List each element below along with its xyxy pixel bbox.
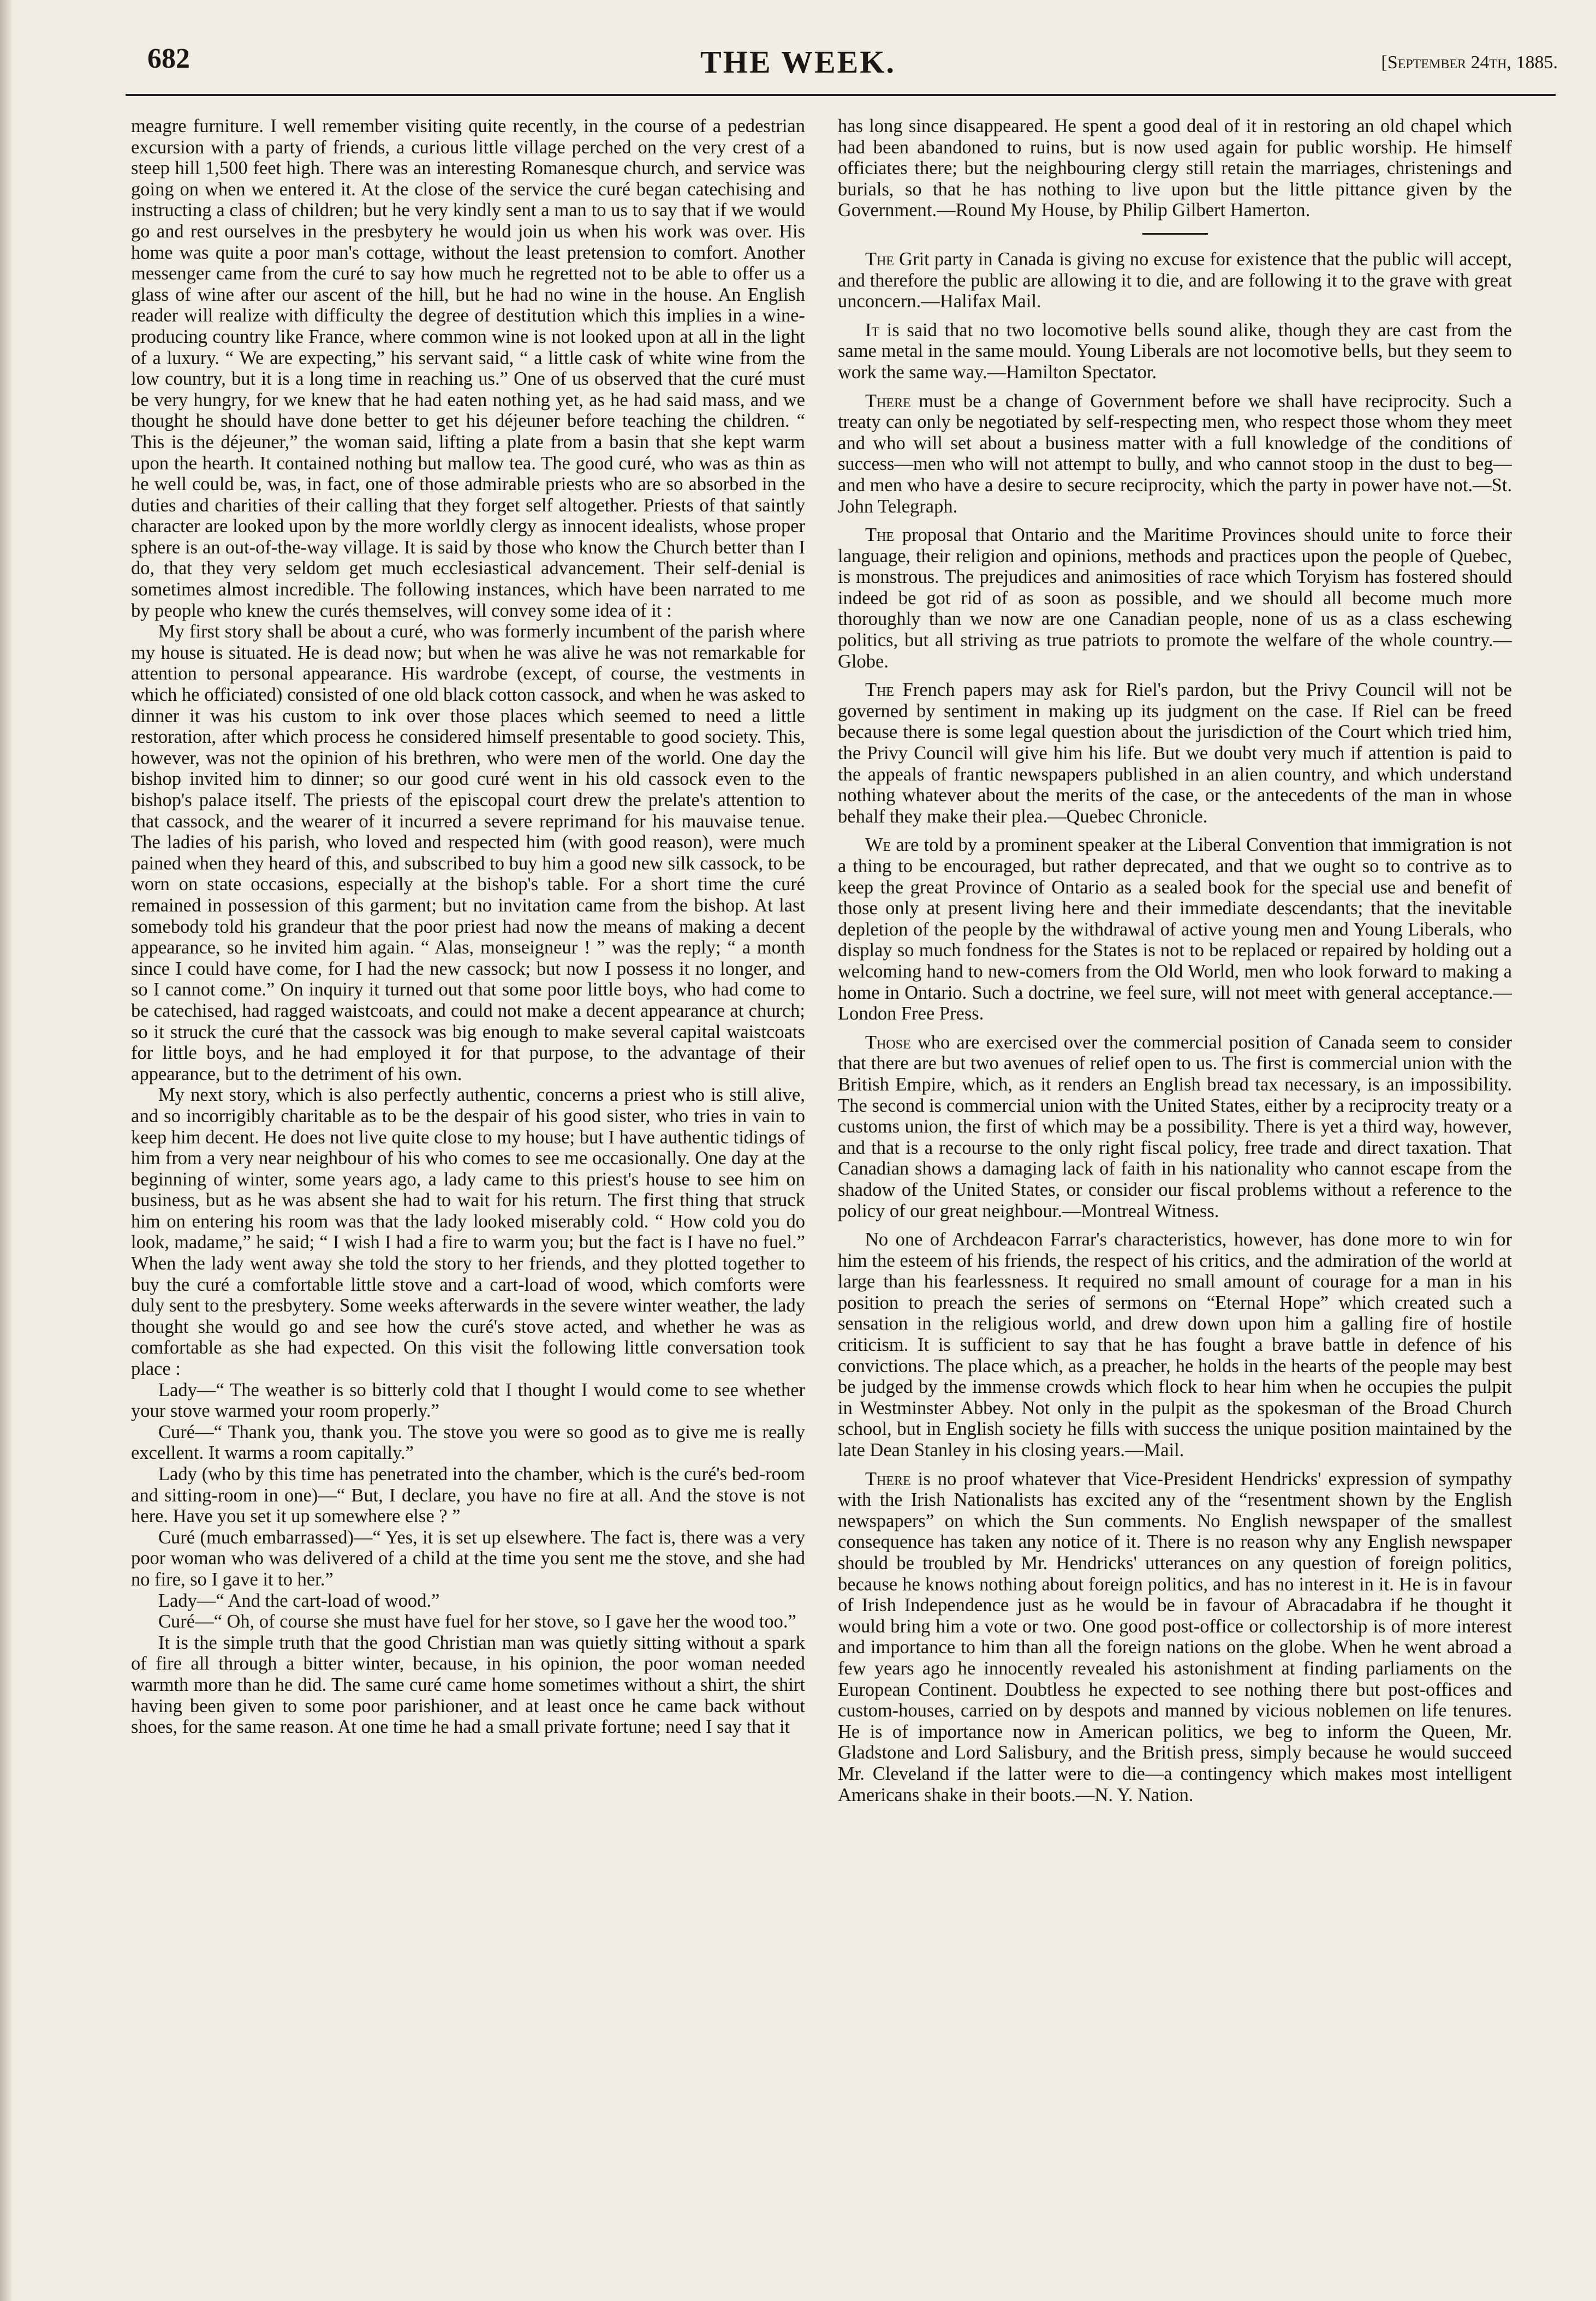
lead-word: There (865, 1468, 911, 1489)
paragraph: It is the simple truth that the good Christian man was quietly sitting without a spark of fire all through a bitter winter, because, in his opinion, the poor woman needed warmth more than he did. The same curé came home sometimes without a shirt, the shirt having been given to some poor parishioner, and at least once he came back without shoes, for the same reason. At one time he had a small private fortune; need I say that it (131, 1632, 805, 1738)
item-text: French papers may ask for Riel's pardon, but the Privy Council will not be governed by sentiment in making up its judgment on the case. If Riel can be freed because there is some legal question about the jurisdiction of the Court which tried him, the Privy Council will give him his life. But we doubt very much if attention is paid to the appeals of frantic newspapers published in an alien country, and which understand nothing whatever about the merits of the case, or the antecedents of the man in whose behalf they make their plea.—Quebec Chronicle. (838, 679, 1512, 827)
press-item (838, 249, 1512, 312)
lead-word: The (865, 679, 895, 701)
left-column (131, 116, 805, 2274)
scan-edge (0, 0, 12, 2301)
section-separator (1142, 233, 1208, 235)
press-item (838, 679, 1512, 827)
press-item (838, 320, 1512, 383)
dialogue-line: Curé—“ Oh, of course she must have fuel for her stove, so I gave her the wood too.” (158, 1611, 796, 1632)
lead-word: The (865, 248, 895, 270)
press-item (838, 1032, 1512, 1221)
lead-word: Those (865, 1032, 911, 1053)
item-text: proposal that Ontario and the Maritime Provinces should unite to force their language, their religion and opinions, methods and practices upon the people of Quebec, is monstrous. The prejudices and animosities of race which Toryism has fostered should indeed be got rid of as soon as possible, and we should all become much more thoroughly than we now are one Canadian people, none of us as a class eschewing politics, but all striving as true patriots to promote the welfare of the whole country.—Globe. (838, 524, 1512, 672)
issue-date: [September 24th, 1885. (1381, 52, 1558, 73)
press-item (838, 1469, 1512, 1806)
lead-word: We (865, 834, 891, 856)
dialogue-line: Lady—“ And the cart-load of wood.” (158, 1590, 440, 1611)
item-text: is no proof whatever that Vice-President Hendricks' expression of sympathy with the Irish Nationalists has excited any of the “resentment shown by the English newspapers” on which the Sun comments. No English newspaper of the smallest consequence has taken any notice of it. There is no reason why any English newspaper should be troubled by Mr. Hendricks' utterances on any question of foreign politics, because he knows nothing about foreign politics, and has no interest in it. He is in favour of Irish Independence just as he would be in favour of Abracadabra if he thought it would bring him a vote or two. One good post-office or collectorship is of more interest and importance to him than all the foreign nations on the globe. When he went abroad a few years ago he innocently revealed his astonishment at finding parliaments on the European Continent. Doubtless he expected to see nothing there but post-offices and custom-houses, carried on by despots and manned by vicious noblemen on life tenures. He is of importance now in American politics, we beg to inform the Queen, Mr. Gladstone and Lord Salisbury, and the British press, simply because he would succeed Mr. Cleveland if the latter were to die—a contingency which makes most intelligent Americans shake in their boots.—N. Y. Nation. (838, 1468, 1512, 1805)
continued-paragraph: has long since disappeared. He spent a good deal of it in restoring an old chapel which had been abandoned to ruins, but is now used again for public worship. He himself officiates there; but the neighbouring clergy still retain the marriages, christenings and burials, so that he has nothing to live upon but the little pittance given by the Government.—Round My House, by Philip Gilbert Hamerton. (838, 116, 1512, 221)
press-item (838, 834, 1512, 1024)
item-text: No one of Archdeacon Farrar's characteristics, however, has done more to win for him the esteem of his friends, the respect of his critics, and the admiration of the world at large than his fearlessness. It required no small amount of courage for a man in his position to preach the series of sermons on “Eternal Hope” which created such a sensation in the religious world, and drew down upon him a galling fire of hostile criticism. It is sufficient to say that he has fought a brave battle in defence of his convictions. The place which, as a preacher, he holds in the hearts of the people may best be judged by the immense crowds which flock to hear him when he occupies the pulpit in Westminster Abbey. Not only in the pulpit as the spokesman of the Broad Church school, but in English society he fills with success the unique position maintained by the late Dean Stanley in his closing years.—Mail. (838, 1229, 1512, 1461)
dialogue-line: Lady—“ The weather is so bitterly cold that I thought I would come to see whether your stove warmed your room properly.” (131, 1379, 805, 1422)
press-item (838, 524, 1512, 672)
dialogue-line: Curé—“ Thank you, thank you. The stove you were so good as to give me is really excellent. It warms a room capitally.” (131, 1421, 805, 1464)
masthead-title: THE WEEK. (700, 44, 896, 80)
item-text: is said that no two locomotive bells sound alike, though they are cast from the same metal in the same mould. Young Liberals are not locomotive bells, but they seem to work the same way.—Hamilton Spectator. (838, 319, 1512, 383)
item-text: are told by a prominent speaker at the Liberal Convention that immigration is not a thing to be encouraged, but rather deprecated, and that we ought so to contrive as to keep the great Province of Ontario as a sealed book for the special use and benefit of those only at present living here and their immediate descendants; that the inevitable depletion of the people by the withdrawal of active young men and Young Liberals, who display so much fondness for the States is not to be replaced or repaired by holding out a welcoming hand to new-comers from the Old World, men who look forward to making a home in Ontario. Such a doctrine, we feel sure, will not meet with general acceptance.—London Free Press. (838, 834, 1512, 1024)
right-column (838, 116, 1512, 2274)
page-header (0, 0, 1596, 120)
lead-word: There (865, 390, 911, 412)
press-item (838, 1229, 1512, 1461)
dialogue-line: Lady (who by this time has penetrated into the chamber, which is the curé's bed-room and sitting-room in one)—“ But, I declare, you have no fire at all. And the stove is not here. Have you set it up somewhere else ? ” (131, 1464, 805, 1527)
item-text: who are exercised over the commercial position of Canada seem to consider that there are but two avenues of relief open to us. The first is commercial union with the British Empire, which, as it renders an English bread tax necessary, is an impossibility. The second is commercial union with the United States, either by a reciprocity treaty or a customs union, the first of which may be a possibility. There is yet a third way, however, and that is a recourse to the only right fiscal policy, free trade and direct taxation. That Canadian shows a damaging lack of faith in his nationality who cannot escape from the shadow of the United States, or consider our fiscal problems without a reference to the policy of our great neighbour.—Montreal Witness. (838, 1032, 1512, 1221)
lead-word: The (865, 524, 895, 546)
page-number: 682 (147, 43, 190, 74)
header-rule (126, 94, 1556, 96)
item-text: must be a change of Government before we shall have reciprocity. Such a treaty can only be negotiated by self-respecting men, who respect those whom they meet and who will set about a business matter with a full knowledge of the conditions of success—men who will not attempt to bully, and who cannot stoop in the dust to beg—and men who have a desire to secure reciprocity, which the party in power have not.—St. John Telegraph. (838, 390, 1512, 517)
item-text: Grit party in Canada is giving no excuse for existence that the public will accept, and therefore the public are allowing it to die, and are following it to the grave with great unconcern.—Halifax Mail. (838, 248, 1512, 312)
paragraph: My next story, which is also perfectly authentic, concerns a priest who is still alive, and so incorrigibly charitable as to be the despair of his good sister, who tries in vain to keep him decent. He does not live quite close to my house; but I have authentic tidings of him from a very near neighbour of his who comes to see me occasionally. One day at the beginning of winter, some years ago, a lady came to this priest's house to see him on business, but as he was absent she had to wait for his return. The first thing that struck him on entering his room was that the lady looked miserably cold. “ How cold you do look, madame,” he said; “ I wish I had a fire to warm you; but the fact is I have no fuel.” When the lady went away she told the story to her friends, and they plotted together to buy the curé a comfortable little stove and a cart-load of wood, which comforts were duly sent to the presbytery. Some weeks afterwards in the severe winter weather, the lady thought she would go and see how the curé's stove acted, and whether he was as comfortable as she had expected. On this visit the following little conversation took place : (131, 1084, 805, 1380)
lead-word: It (865, 319, 880, 341)
dialogue-line: Curé (much embarrassed)—“ Yes, it is set up elsewhere. The fact is, there was a very poor woman who was delivered of a child at the time you sent me the stove, and she had no fire, so I gave it to her.” (131, 1527, 805, 1590)
paragraph: meagre furniture. I well remember visiting quite recently, in the course of a pedestrian excursion with a party of friends, a curious little village perched on the very crest of a steep hill 1,500 feet high. There was an interesting Romanesque church, and service was going on when we entered it. At the close of the service the curé began catechising and instructing a class of children; but he very kindly sent a man to us to say that if we would go and rest ourselves in the presbytery he would join us when his work was over. His home was quite a poor man's cottage, without the least pretension to comfort. Another messenger came from the curé to say how much he regretted not to be able to offer us a glass of wine after our ascent of the hill, but he had no wine in the house. An English reader will realize with difficulty the degree of destitution which this implies in a wine-producing country like France, where common wine is not looked upon at all in the light of a luxury. “ We are expecting,” his servant said, “ a little cask of white wine from the low country, but it is a long time in reaching us.” One of us observed that the curé must be very hungry, for we knew that he had eaten nothing yet, as he had said mass, and we thought he should have done better to get his déjeuner before teaching the children. “ This is the déjeuner,” the woman said, lifting a plate from a basin that she kept warm upon the hearth. It contained nothing but mallow tea. The good curé, who was as thin as he well could be, was, in fact, one of those admirable priests who are so absorbed in the duties and charities of their calling that they forget self altogether. Priests of that saintly character are looked upon by the more worldly clergy as innocent idealists, whose proper sphere is an out-of-the-way village. It is said by those who know the Church better than I do, that they very seldom get much ecclesiastical advancement. Their self-denial is sometimes almost incredible. The following instances, which have been narrated to me by people who knew the curés themselves, will convey some idea of it : (131, 116, 805, 621)
paragraph: My first story shall be about a curé, who was formerly incumbent of the parish where my house is situated. He is dead now; but when he was alive he was not remarkable for attention to personal appearance. His wardrobe (except, of course, the vestments in which he officiated) consisted of one old black cotton cassock, and when he was asked to dinner it was his custom to ink over those places which seemed to need a little restoration, after which process he considered himself presentable to good society. This, however, was not the opinion of his brethren, who were men of the world. One day the bishop invited him to dinner; so our good curé went in his old cassock even to the bishop's palace itself. The priests of the episcopal court drew the prelate's attention to that cassock, and the wearer of it incurred a severe reprimand for his mauvaise tenue. The ladies of his parish, who loved and respected him (with good reason), were much pained when they heard of this, and subscribed to buy him a good new silk cassock, to be worn on state occasions, especially at the bishop's table. For a short time the curé remained in possession of this garment; but no invitation came from the bishop. At last somebody told his grandeur that the poor priest had now the means of making a decent appearance, so he invited him again. “ Alas, monseigneur ! ” was the reply; “ a month since I could have come, for I had the new cassock; but now I possess it no longer, and so I cannot come.” On inquiry it turned out that some poor little boys, who had come to be catechised, had ragged waistcoats, and could not make a decent appearance at church; so it struck the curé that the cassock was big enough to make several capital waistcoats for little boys, and he had employed it for that purpose, to the advantage of their appearance, but to the detriment of his own. (131, 621, 805, 1084)
press-item (838, 391, 1512, 517)
